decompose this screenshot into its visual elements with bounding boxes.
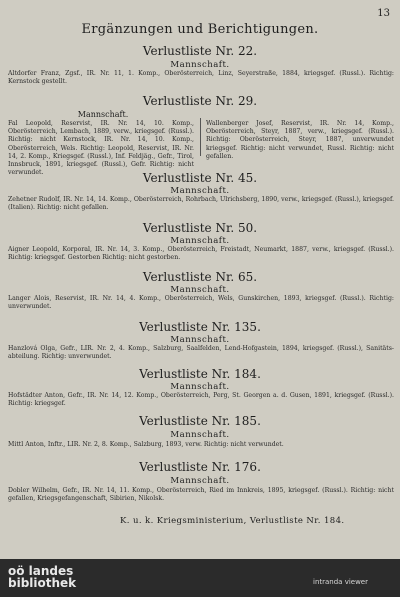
section-subheading: Mannschaft. (170, 476, 230, 486)
entry-text: Langer Alois, Reservist, IR. Nr. 14, 4. Komp., Oberösterreich, Wels, Gunskirchen, 1893, kriegsgef. (Russl.). Richtig: unverwundet. (8, 295, 394, 311)
library-logo[interactable] (8, 565, 76, 589)
section-subheading: Mannschaft. (170, 382, 230, 392)
section-heading: Verlustliste Nr. 135. (139, 320, 261, 334)
entry-text: Zehetner Rudolf, IR. Nr. 14, 14. Komp., Oberösterreich, Rohrbach, Ulrichsberg, 1890, verw., kriegsgef. (Russl.), kriegsgef. (Italien). Richtig: nicht gefallen. (8, 196, 394, 212)
section-heading: Verlustliste Nr. 45. (142, 171, 258, 185)
section-heading: Verlustliste Nr. 29. (142, 94, 258, 108)
logo-line-1: oö landes (8, 564, 74, 578)
entry-text: Hofstädter Anton, Gefr., IR. Nr. 14, 12. Komp., Oberösterreich, Perg, St. Georgen a. d. Gusen, 1891, kriegsgef. (Russl.). Richtig: kriegsgef. (8, 392, 394, 408)
section-subheading: Mannschaft. (170, 430, 230, 440)
entry-text: Altdorfer Franz, Zgsf., IR. Nr. 11, 1. Komp., Oberösterreich, Linz, Seyerstraße, 1884, kriegsgef. (Russl.). Richtig: Kernstock gestellt. (8, 70, 394, 86)
entry-text-right: Wallenberger Josef, Reservist, IR. Nr. 14, Komp., Oberösterreich, Steyr, 1887, verw., kriegsgef. (Russl.). Richtig: Oberösterreich, Steyr, 1887, unverwundet kriegsgef. Richtig: nicht verwundet, Russl. Richtig: nicht gefallen. (206, 120, 394, 160)
section-heading: Verlustliste Nr. 184. (139, 367, 261, 381)
section-subheading: Mannschaft. (170, 285, 230, 295)
column-divider (200, 118, 201, 156)
section-heading: Verlustliste Nr. 22. (142, 44, 258, 58)
logo-line-2: bibliothek (8, 576, 77, 590)
publisher-footer: K. u. k. Kriegsministerium, Verlustliste Nr. 184. (120, 516, 345, 526)
section-subheading: Mannschaft. (170, 60, 230, 70)
page-title: Ergänzungen und Berichtigungen. (81, 22, 319, 37)
section-heading: Verlustliste Nr. 176. (139, 460, 261, 474)
entry-text: Aigner Leopold, Korporal, IR. Nr. 14, 3. Komp., Oberösterreich, Freistadt, Neumarkt, 1887, verw., kriegsgef. (Russl.). Richtig: kriegsgef. Gestorben Richtig: nicht gestorben. (8, 246, 394, 262)
section-subheading: Mannschaft. (77, 110, 129, 119)
section-subheading: Mannschaft. (170, 236, 230, 246)
entry-text: Hanzlová Olga, Gefr., LIR. Nr. 2, 4. Komp., Salzburg, Saalfelden, Lend-Hofgastein, 1894, kriegsgef. (Russl.), Sanitäts-abteilung. Richtig: unverwundet. (8, 345, 394, 361)
viewer-label: intranda viewer (313, 578, 368, 586)
viewer-bottom-bar (0, 559, 400, 597)
section-heading: Verlustliste Nr. 185. (139, 414, 261, 428)
section-subheading: Mannschaft. (170, 186, 230, 196)
section-heading: Verlustliste Nr. 50. (142, 221, 258, 235)
entry-text: Dobler Wilhelm, Gefr., IR. Nr. 14, 11. Komp., Oberösterreich, Ried im Innkreis, 1895, kriegsgef. (Russl.). Richtig: nicht gefallen, Kriegsgefangenschaft, Sibirien, Nikolsk. (8, 487, 394, 503)
page-number: 13 (377, 8, 390, 19)
section-heading: Verlustliste Nr. 65. (142, 270, 258, 284)
section-subheading: Mannschaft. (170, 335, 230, 345)
entry-text: Mittl Anton, Inftr., LIR. Nr. 2, 8. Komp., Salzburg, 1893, verw. Richtig: nicht verwundet. (8, 441, 284, 448)
entry-text-left: Fal Leopold, Reservist, IR. Nr. 14, 10. Komp., Oberösterreich, Lembach, 1889, verw., kriegsgef. (Russl.). Richtig: nicht Kernstock, IR. Nr. 14, 10. Komp., Oberösterreich, Wels. Richtig: Leopold, Reservist, IR. Nr. 14, 2. Komp., Kriegsgef. (Russl.), Inf. Feldjäg., Gefr., Tirol, Innsbruck, 1891, kriegsgef. (Russl.), Gefr. Richtig: nicht verwundet. (8, 120, 194, 177)
